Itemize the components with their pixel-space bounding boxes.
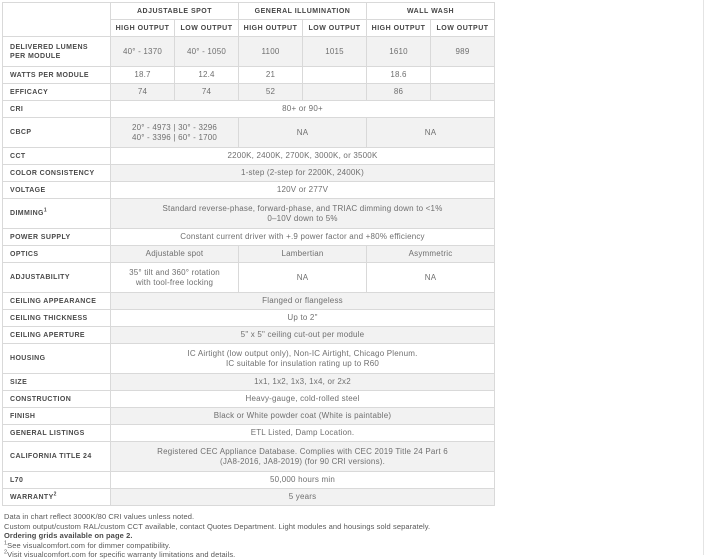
table-header bbox=[3, 3, 495, 37]
footnotes bbox=[2, 512, 692, 560]
value-cell: 50,000 hours min bbox=[111, 472, 495, 489]
table-row bbox=[3, 182, 495, 199]
row-label: VOLTAGE bbox=[3, 182, 111, 199]
sub-header-low-output: LOW OUTPUT bbox=[175, 20, 239, 37]
footnote-marker: 1 bbox=[4, 540, 8, 547]
table-row bbox=[3, 229, 495, 246]
value-cell: NA bbox=[367, 263, 495, 293]
row-label: CALIFORNIA TITLE 24 bbox=[3, 442, 111, 472]
row-label: POWER SUPPLY bbox=[3, 229, 111, 246]
table-row bbox=[3, 327, 495, 344]
value-cell: 5" x 5" ceiling cut-out per module bbox=[111, 327, 495, 344]
value-cell: 80+ or 90+ bbox=[111, 101, 495, 118]
value-cell: 18.6 bbox=[367, 67, 431, 84]
row-label: L70 bbox=[3, 472, 111, 489]
table-row bbox=[3, 472, 495, 489]
footnote-line: $^2$Visit visualcomfort.com for specific warranty limitations and details. bbox=[4, 549, 236, 560]
value-cell: Constant current driver with +.9 power factor and +80% efficiency bbox=[111, 229, 495, 246]
sub-header-low-output: LOW OUTPUT bbox=[431, 20, 495, 37]
value-cell: 52 bbox=[239, 84, 303, 101]
row-label: CBCP bbox=[3, 118, 111, 148]
row-label: ADJUSTABILITY bbox=[3, 263, 111, 293]
table-row bbox=[3, 425, 495, 442]
column-group-row bbox=[3, 3, 495, 20]
value-cell: Flanged or flangeless bbox=[111, 293, 495, 310]
value-cell: NA bbox=[367, 118, 495, 148]
table-row bbox=[3, 293, 495, 310]
value-cell: 2200K, 2400K, 2700K, 3000K, or 3500K bbox=[111, 148, 495, 165]
specifications-table bbox=[2, 2, 495, 506]
column-group-adjustable-spot: ADJUSTABLE SPOT bbox=[111, 3, 239, 20]
value-cell: 1610 bbox=[367, 37, 431, 67]
row-label: CCT bbox=[3, 148, 111, 165]
sub-header-high-output: HIGH OUTPUT bbox=[239, 20, 303, 37]
value-cell: 5 years bbox=[111, 489, 495, 506]
footnote-marker: 1 bbox=[43, 207, 48, 214]
table-row bbox=[3, 408, 495, 425]
table-row bbox=[3, 344, 495, 374]
table-row bbox=[3, 118, 495, 148]
row-label: DIMMING$^1$ bbox=[3, 199, 111, 229]
footnote-line: $^1$See visualcomfort.com for dimmer compatibility. bbox=[4, 540, 171, 550]
footnote-marker: 2 bbox=[4, 549, 8, 556]
row-label: OPTICS bbox=[3, 246, 111, 263]
column-group-general-illumination: GENERAL ILLUMINATION bbox=[239, 3, 367, 20]
row-label: DELIVERED LUMENS PER MODULE bbox=[3, 37, 111, 67]
row-label: CRI bbox=[3, 101, 111, 118]
footnote-line: Data in chart reflect 3000K/80 CRI values unless noted. bbox=[4, 512, 195, 521]
value-cell: Up to 2" bbox=[111, 310, 495, 327]
row-label: GENERAL LISTINGS bbox=[3, 425, 111, 442]
table-row bbox=[3, 489, 495, 506]
value-cell bbox=[431, 84, 495, 101]
spec-sheet-page bbox=[2, 2, 692, 560]
value-cell bbox=[303, 84, 367, 101]
value-cell: IC Airtight (low output only), Non-IC Airtight, Chicago Plenum. IC suitable for insulation rating up to R60 bbox=[111, 344, 495, 374]
value-cell: 20° - 4973 | 30° - 3296 40° - 3396 | 60° - 1700 bbox=[111, 118, 239, 148]
value-cell: 35° tilt and 360° rotation with tool-free locking bbox=[111, 263, 239, 293]
value-cell: ETL Listed, Damp Location. bbox=[111, 425, 495, 442]
row-label: WARRANTY$^2$ bbox=[3, 489, 111, 506]
row-label: EFFICACY bbox=[3, 84, 111, 101]
row-label: WATTS PER MODULE bbox=[3, 67, 111, 84]
table-row bbox=[3, 263, 495, 293]
row-label: CONSTRUCTION bbox=[3, 391, 111, 408]
table-row bbox=[3, 246, 495, 263]
table-row bbox=[3, 148, 495, 165]
value-cell: 40° - 1370 bbox=[111, 37, 175, 67]
value-cell: 40° - 1050 bbox=[175, 37, 239, 67]
value-cell: Asymmetric bbox=[367, 246, 495, 263]
footnote-line: Ordering grids available on page 2. bbox=[4, 531, 133, 541]
value-cell: 18.7 bbox=[111, 67, 175, 84]
value-cell: Registered CEC Appliance Database. Complies with CEC 2019 Title 24 Part 6 (JA8-2016, JA8-2019) (for 90 CRI versions). bbox=[111, 442, 495, 472]
value-cell: 120V or 277V bbox=[111, 182, 495, 199]
value-cell: 74 bbox=[175, 84, 239, 101]
table-row bbox=[3, 84, 495, 101]
sub-header-high-output: HIGH OUTPUT bbox=[111, 20, 175, 37]
value-cell: NA bbox=[239, 263, 367, 293]
footnote-marker: 2 bbox=[53, 491, 57, 498]
value-cell: NA bbox=[239, 118, 367, 148]
value-cell: 1015 bbox=[303, 37, 367, 67]
table-row bbox=[3, 442, 495, 472]
row-label: FINISH bbox=[3, 408, 111, 425]
value-cell: 1x1, 1x2, 1x3, 1x4, or 2x2 bbox=[111, 374, 495, 391]
value-cell bbox=[303, 67, 367, 84]
table-row bbox=[3, 310, 495, 327]
row-label: HOUSING bbox=[3, 344, 111, 374]
value-cell: Lambertian bbox=[239, 246, 367, 263]
footnote-line: Custom output/custom RAL/custom CCT available, contact Quotes Department. Light modules and housings sold separately. bbox=[4, 521, 431, 531]
corner-cell bbox=[3, 3, 111, 37]
table-row bbox=[3, 165, 495, 182]
column-group-wall-wash: WALL WASH bbox=[367, 3, 495, 20]
value-cell: 74 bbox=[111, 84, 175, 101]
spec-table-body bbox=[3, 37, 495, 506]
row-label: SIZE bbox=[3, 374, 111, 391]
table-row bbox=[3, 374, 495, 391]
value-cell: Heavy-gauge, cold-rolled steel bbox=[111, 391, 495, 408]
value-cell: Black or White powder coat (White is paintable) bbox=[111, 408, 495, 425]
row-label: COLOR CONSISTENCY bbox=[3, 165, 111, 182]
sub-header-low-output: LOW OUTPUT bbox=[303, 20, 367, 37]
value-cell: 1100 bbox=[239, 37, 303, 67]
table-row bbox=[3, 37, 495, 67]
value-cell: Adjustable spot bbox=[111, 246, 239, 263]
value-cell: 1-step (2-step for 2200K, 2400K) bbox=[111, 165, 495, 182]
value-cell bbox=[431, 67, 495, 84]
value-cell: 989 bbox=[431, 37, 495, 67]
table-row bbox=[3, 391, 495, 408]
table-row bbox=[3, 199, 495, 229]
value-cell: 12.4 bbox=[175, 67, 239, 84]
row-label: CEILING APPEARANCE bbox=[3, 293, 111, 310]
row-label: CEILING APERTURE bbox=[3, 327, 111, 344]
page-edge-divider bbox=[703, 0, 704, 555]
table-row bbox=[3, 67, 495, 84]
value-cell: 21 bbox=[239, 67, 303, 84]
value-cell: Standard reverse-phase, forward-phase, and TRIAC dimming down to <1% 0–10V down to 5% bbox=[111, 199, 495, 229]
table-row bbox=[3, 101, 495, 118]
sub-header-high-output: HIGH OUTPUT bbox=[367, 20, 431, 37]
row-label: CEILING THICKNESS bbox=[3, 310, 111, 327]
value-cell: 86 bbox=[367, 84, 431, 101]
